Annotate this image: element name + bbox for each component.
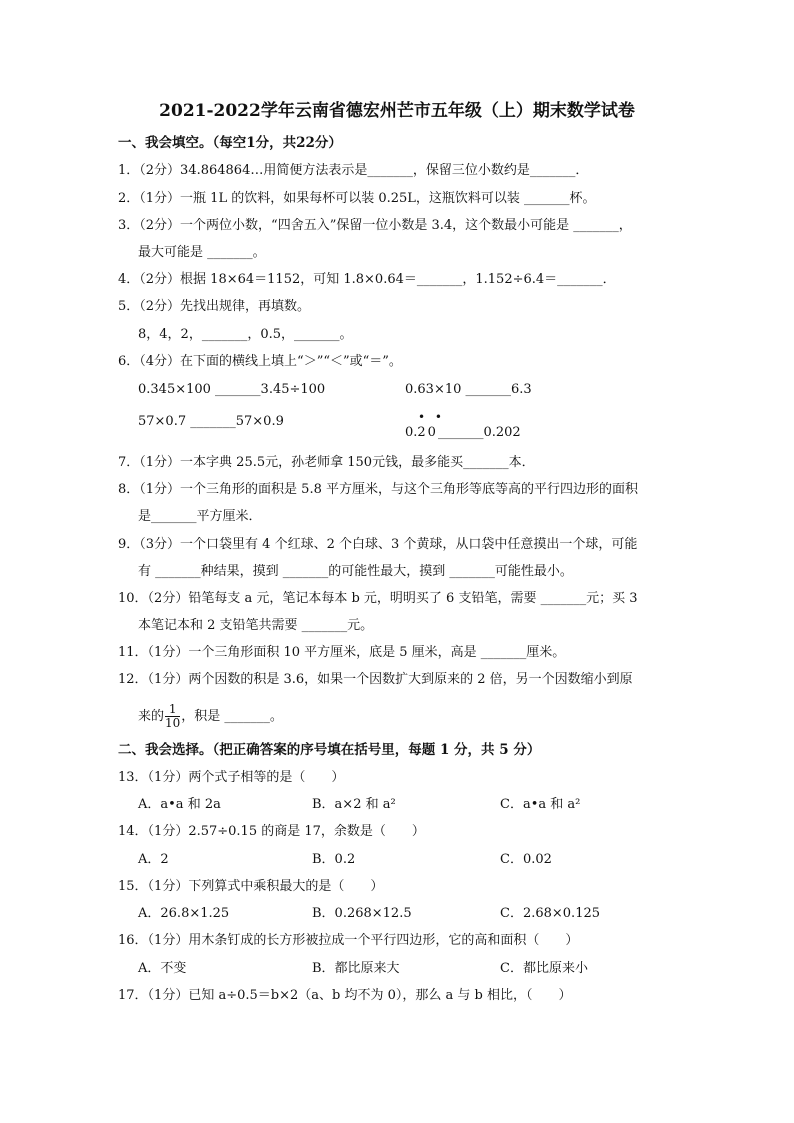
q13-option-c: C．a•a 和 a² bbox=[500, 797, 581, 812]
question-15: 15．（1分）下列算式中乘积最大的是（ ） bbox=[118, 879, 384, 894]
section-1-heading: 一、我会填空。（每空1分，共22分） bbox=[118, 135, 342, 151]
q14-option-b: B．0.2 bbox=[312, 852, 356, 867]
fraction-one-tenth bbox=[165, 703, 180, 730]
q14-option-a: A．2 bbox=[138, 852, 169, 867]
question-3-cont: 最大可能是 _______。 bbox=[138, 245, 266, 260]
question-2: 2．（1分）一瓶 1L 的饮料，如果每杯可以装 0.25L，这瓶饮料可以装 _______杯。 bbox=[118, 191, 596, 206]
q16-option-a: A．不变 bbox=[138, 961, 187, 976]
exam-title: 2021-2022学年云南省德宏州芒市五年级（上）期末数学试卷 bbox=[159, 101, 635, 121]
question-5: 5．（2分）先找出规律，再填数。 bbox=[118, 299, 311, 314]
question-9: 9．（3分）一个口袋里有 4 个红球、2 个白球、3 个黄球，从口袋中任意摸出一个球，可能 bbox=[118, 537, 638, 552]
q6-compare-1: 0.345×100 _______3.45÷100 bbox=[138, 382, 326, 397]
question-9-cont: 有 _______种结果，摸到 _______的可能性最大，摸到 _______可能性最小。 bbox=[138, 564, 573, 579]
question-1: 1．（2分）34.864864…用简便方法表示是_______，保留三位小数约是_______． bbox=[118, 163, 589, 178]
question-3: 3．（2分）一个两位小数，“四舍五入”保留一位小数是 3.4，这个数最小可能是 _______， bbox=[118, 218, 632, 233]
repeating-dots: • • bbox=[418, 410, 445, 424]
question-12-cont bbox=[138, 703, 283, 730]
fraction-denominator: 10 bbox=[165, 716, 181, 730]
question-12: 12．（1分）两个因数的积是 3.6，如果一个因数扩大到原来的 2 倍，另一个因数缩小到原 bbox=[118, 672, 633, 687]
question-10: 10．（2分）铅笔每支 a 元，笔记本每本 b 元，明明买了 6 支铅笔，需要 _______元；买 3 bbox=[118, 591, 638, 606]
question-5-sequence: 8，4，2，_______，0.5，_______。 bbox=[138, 327, 353, 342]
q6-compare-3: 57×0.7 _______57×0.9 bbox=[138, 414, 284, 429]
q6-compare-2: 0.63×10 _______6.3 bbox=[405, 382, 532, 397]
question-17: 17．（1分）已知 a÷0.5＝b×2（a、b 均不为 0），那么 a 与 b 相比，（ ） bbox=[118, 988, 572, 1003]
question-7: 7．（1分）一本字典 25.5元，孙老师拿 150元钱，最多能买_______本． bbox=[118, 455, 535, 470]
question-8-cont: 是_______平方厘米． bbox=[138, 509, 262, 524]
section-2-heading: 二、我会选择。（把正确答案的序号填在括号里，每题 1 分，共 5 分） bbox=[118, 742, 541, 758]
question-8: 8．（1分）一个三角形的面积是 5.8 平方厘米，与这个三角形等底等高的平行四边形的面积 bbox=[118, 482, 638, 497]
q6-compare-4 bbox=[405, 424, 521, 442]
q16-option-b: B．都比原来大 bbox=[312, 961, 400, 976]
q12-suffix: ，积是 _______。 bbox=[181, 709, 283, 724]
question-10-cont: 本笔记本和 2 支铅笔共需要 _______元。 bbox=[138, 618, 374, 633]
q14-option-c: C．0.02 bbox=[500, 852, 552, 867]
question-14: 14．（1分）2.57÷0.15 的商是 17，余数是（ ） bbox=[118, 824, 425, 839]
question-4: 4．（2分）根据 18×64＝1152，可知 1.8×0.64＝_______，1.152÷6.4＝_______． bbox=[118, 272, 616, 287]
q13-option-b: B．a×2 和 a² bbox=[312, 797, 396, 812]
q12-prefix: 来的 bbox=[138, 709, 165, 724]
q16-option-c: C．都比原来小 bbox=[500, 961, 588, 976]
repeating-decimal-prefix: 0. bbox=[405, 425, 418, 440]
q15-option-b: B．0.268×12.5 bbox=[312, 906, 412, 921]
fraction-numerator: 1 bbox=[165, 703, 180, 717]
repeating-decimal-digits: 20 bbox=[417, 425, 438, 440]
q15-option-a: A．26.8×1.25 bbox=[138, 906, 230, 921]
question-13: 13．（1分）两个式子相等的是（ ） bbox=[118, 770, 345, 785]
question-16: 16．（1分）用木条钉成的长方形被拉成一个平行四边形，它的高和面积（ ） bbox=[118, 933, 579, 948]
question-6: 6．（4分）在下面的横线上填上“＞”“＜”或“＝”。 bbox=[118, 354, 402, 369]
q15-option-c: C．2.68×0.125 bbox=[500, 906, 601, 921]
q6-compare-4-rest: _______0.202 bbox=[437, 425, 521, 440]
question-11: 11．（1分）一个三角形面积 10 平方厘米，底是 5 厘米，高是 _______厘米。 bbox=[118, 645, 566, 660]
q13-option-a: A．a•a 和 2a bbox=[138, 797, 221, 812]
